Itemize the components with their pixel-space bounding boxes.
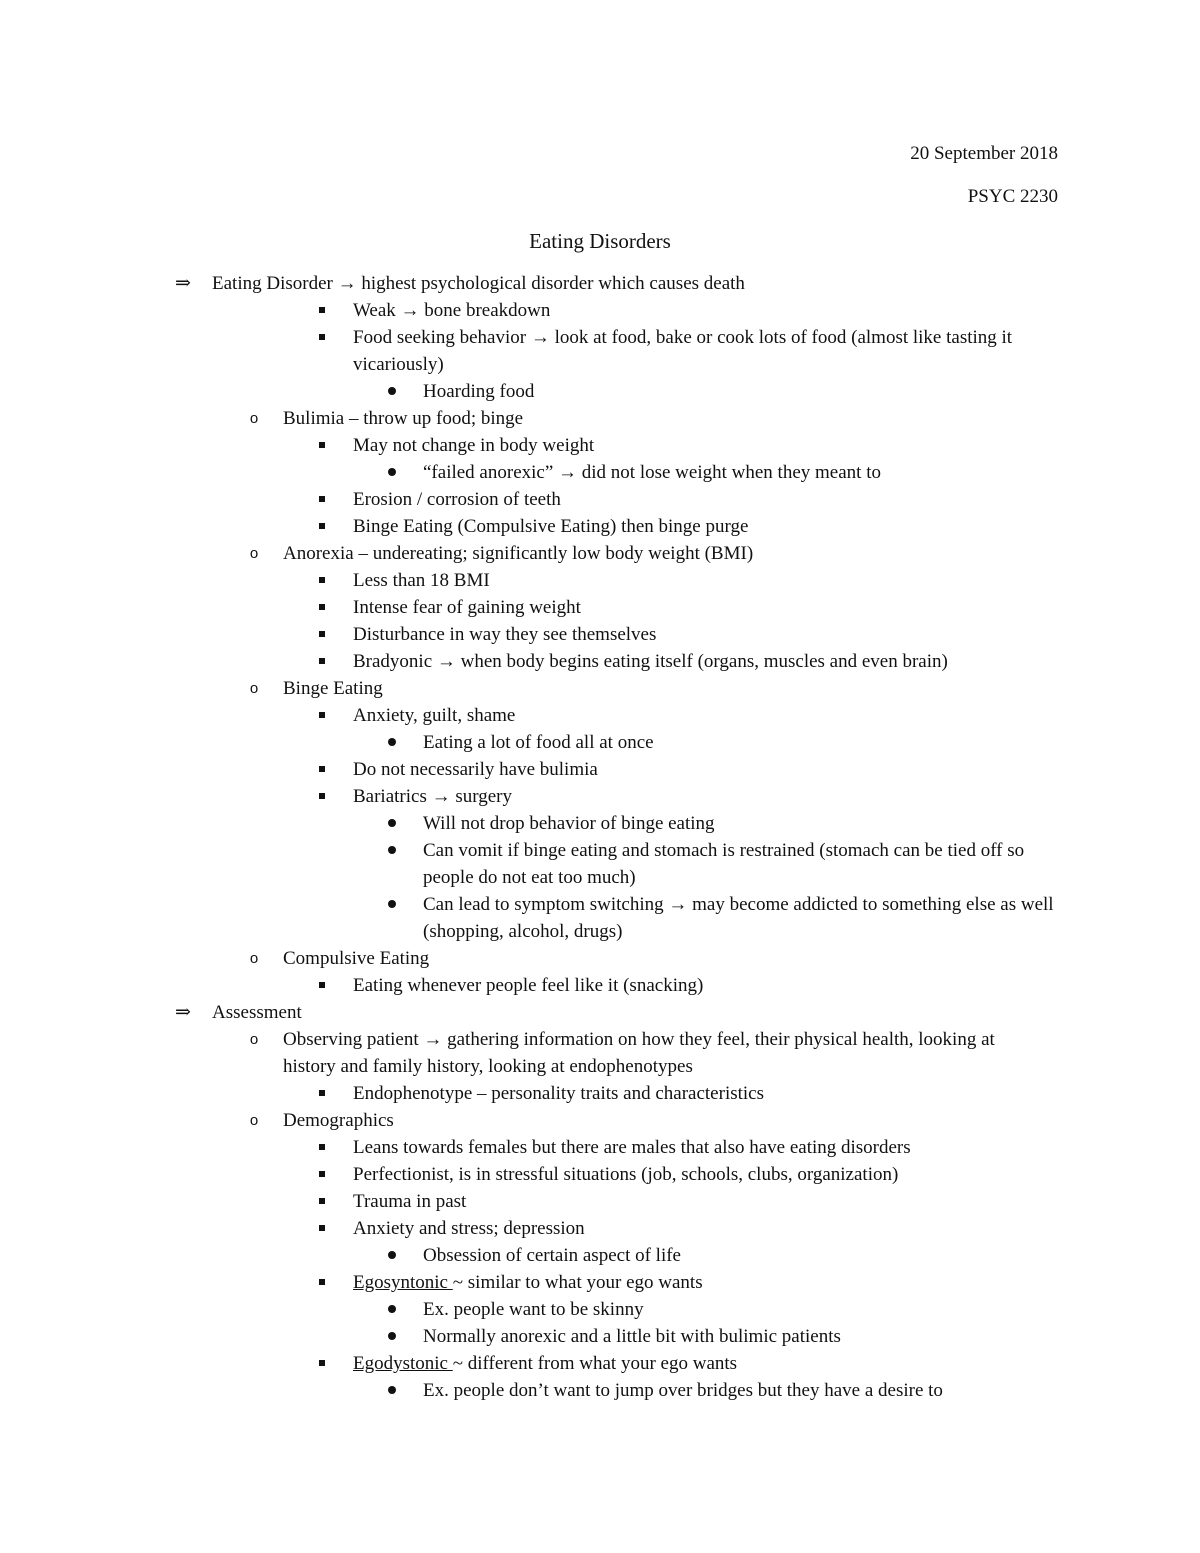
circle-bullet-icon: o [249, 680, 259, 697]
outline-item-body: Hoarding food [423, 381, 535, 402]
outline-item-body: Normally anorexic and a little bit with bulimic patients [423, 1326, 841, 1347]
outline-item-text [283, 675, 383, 702]
outline-item-text [423, 459, 881, 486]
dot-bullet-icon [383, 378, 401, 405]
outline-item-text [283, 1107, 394, 1134]
dot-bullet-icon [383, 1296, 401, 1323]
outline-item-text [353, 1215, 585, 1242]
outline-item [0, 648, 1200, 675]
dot-bullet-icon [383, 729, 401, 756]
outline-item-body: Trauma in past [353, 1191, 467, 1212]
outline-item [0, 1215, 1200, 1242]
double-arrow-bullet-icon: ⇒ [175, 273, 191, 294]
outline-item [0, 756, 1200, 783]
outline-item [0, 1350, 1200, 1377]
outline-item-body: ~ different from what your ego wants [452, 1353, 738, 1374]
dot-bullet-icon [383, 1242, 401, 1269]
outline-item-body: Weak → bone breakdown [353, 300, 551, 321]
outline-item-text [353, 783, 512, 810]
outline-item [0, 729, 1200, 756]
outline-item [0, 459, 1200, 486]
square-bullet-icon [313, 567, 331, 594]
square-bullet-icon [313, 1269, 331, 1296]
outline-item-body: Anxiety and stress; depression [353, 1218, 585, 1239]
outline-item-text [353, 621, 656, 648]
outline-item-body: ~ similar to what your ego wants [452, 1272, 703, 1293]
outline-item-body: Will not drop behavior of binge eating [423, 813, 715, 834]
outline-item-body: Obsession of certain aspect of life [423, 1245, 681, 1266]
outline-item-text [353, 702, 515, 729]
outline-item [0, 702, 1200, 729]
outline-item-body: Assessment [212, 1002, 302, 1023]
outline-item [0, 513, 1200, 540]
outline-item-body: Bradyonic → when body begins eating itself (organs, muscles and even brain) [353, 651, 948, 672]
outline-item-text [353, 567, 490, 594]
outline-item-body: “failed anorexic” → did not lose weight when they meant to [423, 462, 881, 483]
outline-item-body: Can vomit if binge eating and stomach is restrained (stomach can be tied off so people do not eat too much) [423, 840, 1025, 888]
outline-item-text [353, 297, 550, 324]
outline-item-body: Disturbance in way they see themselves [353, 624, 657, 645]
outline-item-body: Do not necessarily have bulimia [353, 759, 598, 780]
outline-item [0, 432, 1200, 459]
outline-item [0, 378, 1200, 405]
dot-bullet-icon [383, 837, 401, 864]
square-bullet-icon [313, 1350, 331, 1377]
underlined-term: Egosyntonic [353, 1272, 453, 1293]
square-bullet-icon [313, 432, 331, 459]
outline-item-text [353, 1161, 898, 1188]
outline-item [0, 675, 1200, 702]
outline-item-body: Binge Eating [283, 678, 383, 699]
outline-item-text [423, 837, 1063, 891]
outline-item [0, 999, 1200, 1026]
outline-item-body: Bariatrics → surgery [353, 786, 512, 807]
square-bullet-icon [313, 486, 331, 513]
dot-bullet-icon [383, 459, 401, 486]
outline-item-body: Binge Eating (Compulsive Eating) then binge purge [353, 516, 749, 537]
outline-item [0, 621, 1200, 648]
outline-item-body: Intense fear of gaining weight [353, 597, 581, 618]
dot-bullet-icon [383, 1323, 401, 1350]
outline-item [0, 1026, 1200, 1080]
outline-item [0, 1134, 1200, 1161]
outline-item [0, 1377, 1200, 1404]
outline-item-text [423, 1242, 681, 1269]
outline-item-text [353, 756, 598, 783]
underlined-term: Egodystonic [353, 1353, 453, 1374]
outline-item [0, 486, 1200, 513]
dot-bullet-icon [383, 1377, 401, 1404]
outline-item-body: Erosion / corrosion of teeth [353, 489, 561, 510]
notes-outline [0, 270, 1200, 1404]
outline-item-text [283, 945, 429, 972]
page-title: Eating Disorders [529, 229, 671, 253]
outline-item-text [423, 1377, 943, 1404]
square-bullet-icon [313, 648, 331, 675]
outline-item-body: Anorexia – undereating; significantly low body weight (BMI) [283, 543, 754, 564]
outline-item [0, 837, 1200, 891]
outline-item-body: Demographics [283, 1110, 394, 1131]
square-bullet-icon [313, 972, 331, 999]
outline-item [0, 540, 1200, 567]
outline-item [0, 567, 1200, 594]
outline-item-text [423, 810, 715, 837]
circle-bullet-icon: o [249, 1112, 259, 1129]
outline-item-text [423, 729, 654, 756]
course-code: PSYC 2230 [967, 186, 1058, 207]
outline-item-body: Leans towards females but there are males that also have eating disorders [353, 1137, 911, 1158]
outline-item [0, 891, 1200, 945]
outline-item [0, 405, 1200, 432]
outline-item-body: Can lead to symptom switching → may become addicted to something else as well (shopping, alcohol, drugs) [423, 894, 1054, 942]
outline-item-body: Food seeking behavior → look at food, bake or cook lots of food (almost like tasting it vicariously) [353, 327, 1013, 375]
circle-bullet-icon: o [249, 1031, 259, 1048]
outline-item [0, 270, 1200, 297]
outline-item-body: Endophenotype – personality traits and characteristics [353, 1083, 765, 1104]
outline-item-text [283, 1026, 1003, 1080]
outline-item [0, 1269, 1200, 1296]
outline-item [0, 594, 1200, 621]
outline-item-text [353, 1080, 764, 1107]
outline-item-text [353, 1269, 703, 1296]
outline-item-text [283, 405, 523, 432]
outline-item-body: Ex. people don’t want to jump over bridges but they have a desire to [423, 1380, 943, 1401]
outline-item [0, 1107, 1200, 1134]
square-bullet-icon [313, 513, 331, 540]
circle-bullet-icon: o [249, 950, 259, 967]
outline-item-body: Bulimia – throw up food; binge [283, 408, 524, 429]
outline-item-body: Anxiety, guilt, shame [353, 705, 516, 726]
outline-item-body: Less than 18 BMI [353, 570, 490, 591]
square-bullet-icon [313, 1188, 331, 1215]
outline-item-body: Observing patient → gathering information on how they feel, their physical health, looking at history and family history, looking at endophenotypes [283, 1029, 995, 1077]
outline-item-text [423, 891, 1063, 945]
outline-item-text [353, 432, 594, 459]
outline-item-text [423, 1296, 644, 1323]
outline-item [0, 972, 1200, 999]
outline-item-body: May not change in body weight [353, 435, 595, 456]
outline-item-body: Ex. people want to be skinny [423, 1299, 644, 1320]
outline-item [0, 1242, 1200, 1269]
circle-bullet-icon: o [249, 410, 259, 427]
square-bullet-icon [313, 594, 331, 621]
outline-item-body: Eating a lot of food all at once [423, 732, 654, 753]
outline-item-text [353, 1134, 911, 1161]
outline-item-text [353, 1350, 737, 1377]
double-arrow-bullet-icon: ⇒ [175, 1002, 191, 1023]
outline-item [0, 783, 1200, 810]
outline-item-text [212, 999, 302, 1026]
circle-bullet-icon: o [249, 545, 259, 562]
square-bullet-icon [313, 1080, 331, 1107]
outline-item-text [353, 594, 581, 621]
outline-item [0, 810, 1200, 837]
outline-item-text [283, 540, 753, 567]
outline-item [0, 1161, 1200, 1188]
outline-item-text [353, 513, 748, 540]
outline-item-text [353, 1188, 466, 1215]
outline-item-body: Eating Disorder → highest psychological disorder which causes death [212, 273, 745, 294]
square-bullet-icon [313, 702, 331, 729]
square-bullet-icon [313, 1161, 331, 1188]
square-bullet-icon [313, 1215, 331, 1242]
outline-item-body: Perfectionist, is in stressful situations (job, schools, clubs, organization) [353, 1164, 899, 1185]
outline-item [0, 297, 1200, 324]
square-bullet-icon [313, 1134, 331, 1161]
outline-item [0, 945, 1200, 972]
outline-item-text [353, 324, 1033, 378]
dot-bullet-icon [383, 810, 401, 837]
outline-item-body: Compulsive Eating [283, 948, 430, 969]
outline-item-text [423, 378, 534, 405]
outline-item-text [423, 1323, 841, 1350]
square-bullet-icon [313, 783, 331, 810]
outline-item [0, 1080, 1200, 1107]
outline-item-text [212, 270, 745, 297]
outline-item [0, 1323, 1200, 1350]
square-bullet-icon [313, 297, 331, 324]
outline-item [0, 1296, 1200, 1323]
square-bullet-icon [313, 756, 331, 783]
square-bullet-icon [313, 324, 331, 351]
outline-item-text [353, 648, 948, 675]
outline-item-text [353, 486, 561, 513]
dot-bullet-icon [383, 891, 401, 918]
outline-item [0, 1188, 1200, 1215]
outline-item-text [353, 972, 703, 999]
outline-item-body: Eating whenever people feel like it (snacking) [353, 975, 704, 996]
outline-item [0, 324, 1200, 378]
square-bullet-icon [313, 621, 331, 648]
document-date: 20 September 2018 [910, 143, 1058, 164]
